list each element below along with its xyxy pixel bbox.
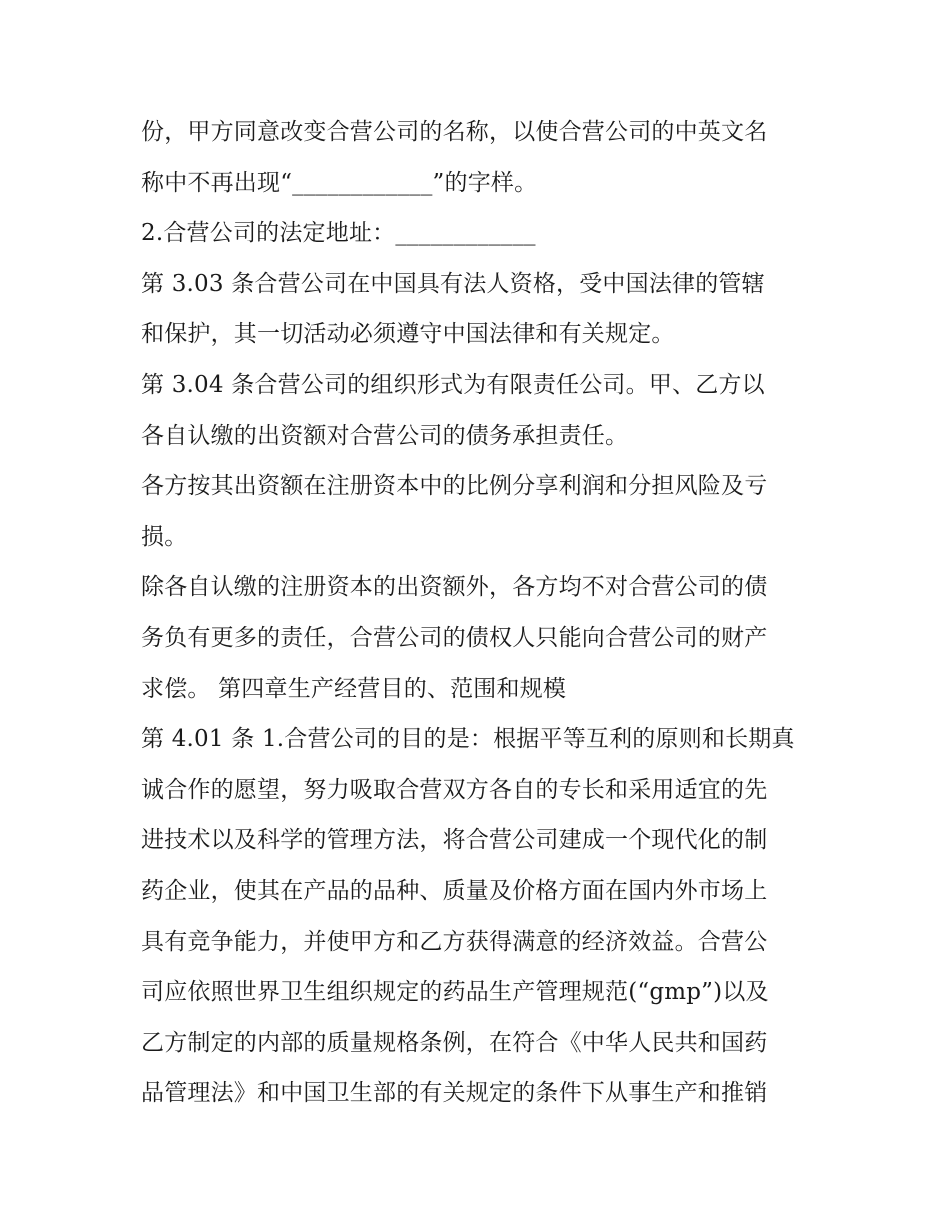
text-line: 份，甲方同意改变合营公司的名称，以使合营公司的中英文名 bbox=[141, 119, 768, 145]
text-line: 2.合营公司的法定地址：____________ bbox=[141, 220, 536, 247]
text-line: 务负有更多的责任，合营公司的债权人只能向合营公司的财产 bbox=[141, 624, 768, 651]
document-body bbox=[141, 107, 821, 1119]
text-line: 司应依照世界卫生组织规定的药品生产管理规范(“gmp”)以及 bbox=[141, 979, 769, 1006]
text-line: 具有竞争能力，并使甲方和乙方获得满意的经济效益。合营公 bbox=[141, 928, 768, 955]
text-line: 各方按其出资额在注册资本中的比例分享利润和分担风险及亏 bbox=[141, 473, 768, 500]
text-line: 除各自认缴的注册资本的出资额外，各方均不对合营公司的债 bbox=[141, 574, 768, 601]
text-line: 第 3.03 条合营公司在中国具有法人资格，受中国法律的管辖 bbox=[141, 270, 765, 297]
text-line: 第 3.04 条合营公司的组织形式为有限责任公司。甲、乙方以 bbox=[141, 371, 765, 398]
text-line: 进技术以及科学的管理方法，将合营公司建成一个现代化的制 bbox=[141, 827, 768, 854]
text-line: 品管理法》和中国卫生部的有关规定的条件下从事生产和推销 bbox=[141, 1080, 768, 1107]
text-line: 各自认缴的出资额对合营公司的债务承担责任。 bbox=[141, 422, 629, 449]
text-line: 药企业，使其在产品的品种、质量及价格方面在国内外市场上 bbox=[141, 877, 768, 904]
text-line: 求偿。 第四章生产经营目的、范围和规模 bbox=[141, 675, 567, 702]
text-line: 和保护，其一切活动必须遵守中国法律和有关规定。 bbox=[141, 321, 675, 348]
text-line: 称中不再出现“____________”的字样。 bbox=[141, 169, 538, 196]
text-line: 第 4.01 条 1.合营公司的目的是：根据平等互利的原则和长期真 bbox=[141, 726, 795, 753]
text-line: 诚合作的愿望，努力吸取合营双方各自的专长和采用适宜的先 bbox=[141, 776, 768, 803]
text-line: 乙方制定的内部的质量规格条例，在符合《中华人民共和国药 bbox=[141, 1029, 768, 1056]
text-line: 损。 bbox=[141, 523, 188, 550]
